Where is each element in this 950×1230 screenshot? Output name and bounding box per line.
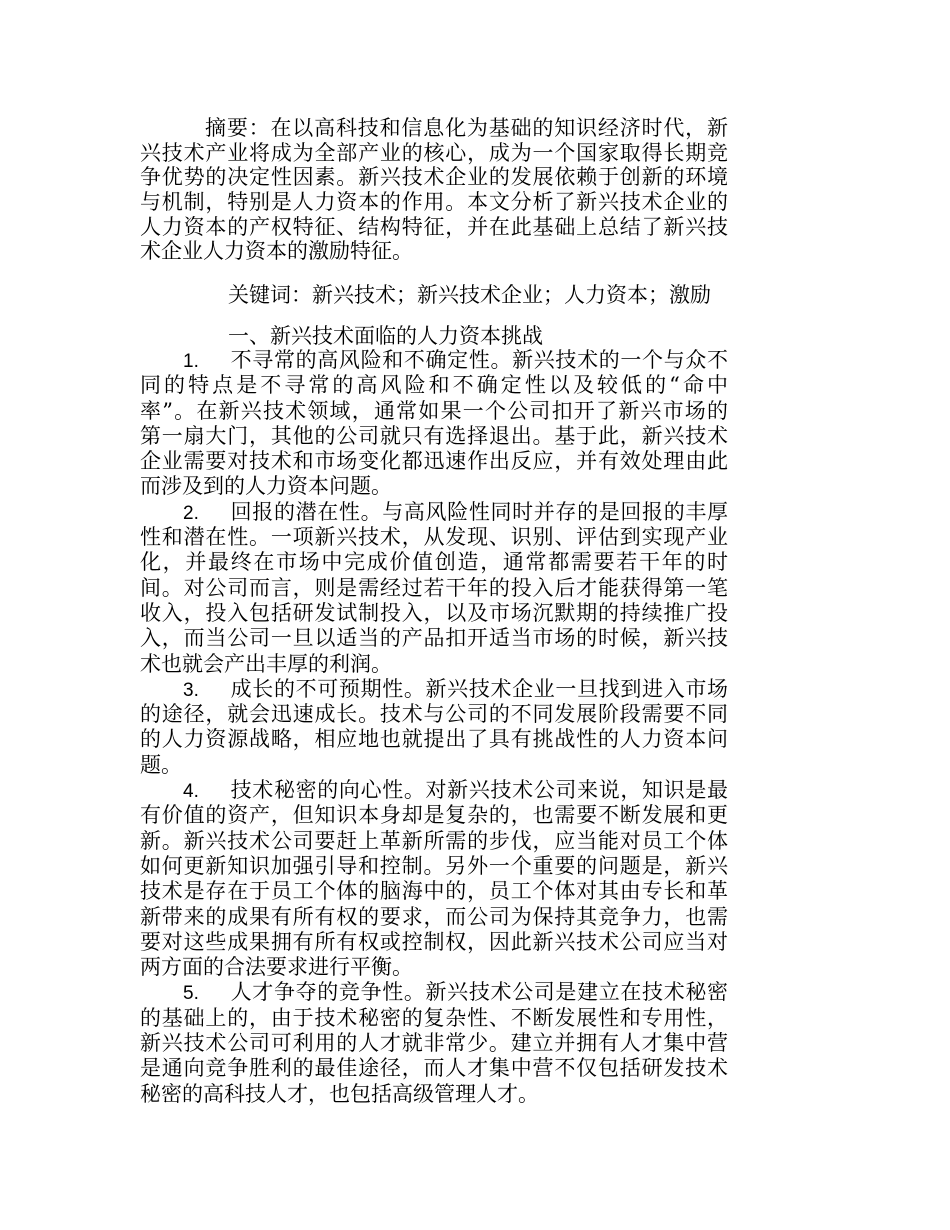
list-item-line: 技术是存在于员工个体的脑海中的，员工个体对其由专长和革 bbox=[140, 879, 728, 904]
list-item-line: 的途径，就会迅速成长。技术与公司的不同发展阶段需要不同 bbox=[140, 702, 728, 727]
list-item-line: 的人力资源战略，相应地也就提出了具有挑战性的人力资本问 bbox=[140, 727, 728, 752]
list-item bbox=[140, 980, 728, 1106]
list-item-line: 化，并最终在市场中完成价值创造，通常都需要若干年的时 bbox=[140, 550, 728, 575]
list-item-line: 如何更新知识加强引导和控制。另外一个重要的问题是，新兴 bbox=[140, 853, 728, 878]
list-item-line: 秘密的高科技人才，也包括高级管理人才。 bbox=[140, 1081, 539, 1106]
list-item-text: 成长的不可预期性。新兴技术企业一旦找到进入市场 bbox=[230, 676, 728, 701]
abstract-paragraph bbox=[140, 116, 728, 264]
keywords-paragraph bbox=[140, 283, 728, 308]
list-item-line: 新兴技术公司可利用的人才就非常少。建立并拥有人才集中营 bbox=[140, 1031, 728, 1056]
section-heading: 一、新兴技术面临的人力资本挑战 bbox=[228, 324, 543, 348]
list-item-number: 5. bbox=[183, 983, 199, 1005]
list-item-line: 要对这些成果拥有所有权或控制权，因此新兴技术公司应当对 bbox=[140, 929, 728, 954]
list-item-line: 新带来的成果有所有权的要求，而公司为保持其竞争力，也需 bbox=[140, 904, 728, 929]
list-item-line: 同的特点是不寻常的高风险和不确定性以及较低的“命中 bbox=[140, 373, 728, 398]
list-item-text: 不寻常的高风险和不确定性。新兴技术的一个与众不 bbox=[230, 348, 728, 372]
list-item-line: 率”。在新兴技术领域，通常如果一个公司扣开了新兴市场的 bbox=[140, 398, 728, 423]
list-item-number: 1. bbox=[183, 351, 199, 372]
list-item-line: 性和潜在性。一项新兴技术，从发现、识别、评估到实现产业 bbox=[140, 525, 728, 550]
abstract-line: 与机制，特别是人力资本的作用。本文分析了新兴技术企业的 bbox=[140, 190, 728, 215]
abstract-line: 术企业人力资本的激励特征。 bbox=[140, 239, 413, 264]
list-item-number: 4. bbox=[183, 781, 199, 803]
abstract-line: 争优势的决定性因素。新兴技术企业的发展依赖于创新的环境 bbox=[140, 165, 728, 190]
section-heading-block bbox=[140, 324, 728, 349]
list-item-line: 术也就会产出丰厚的利润。 bbox=[140, 651, 392, 676]
list-item bbox=[140, 677, 728, 778]
challenge-list bbox=[140, 348, 728, 1107]
keywords-line: 关键词：新兴技术；新兴技术企业；人力资本；激励 bbox=[228, 283, 711, 307]
list-item-text: 回报的潜在性。与高风险性同时并存的是回报的丰厚 bbox=[230, 499, 728, 524]
list-item-line: 有价值的资产，但知识本身却是复杂的，也需要不断发展和更 bbox=[140, 803, 728, 828]
list-item-line: 收入，投入包括研发试制投入，以及市场沉默期的持续推广投 bbox=[140, 600, 728, 625]
list-item bbox=[140, 500, 728, 677]
abstract-line: 人力资本的产权特征、结构特征，并在此基础上总结了新兴技 bbox=[140, 214, 728, 239]
list-item-line: 的基础上的，由于技术秘密的复杂性、不断发展性和专用性， bbox=[140, 1005, 728, 1030]
list-item-line: 而涉及到的人力资本问题。 bbox=[140, 474, 392, 499]
list-item-line: 两方面的合法要求进行平衡。 bbox=[140, 955, 413, 980]
list-item-line bbox=[140, 348, 728, 373]
list-item-line: 题。 bbox=[140, 752, 182, 777]
list-item bbox=[140, 348, 728, 500]
abstract-line: 兴技术产业将成为全部产业的核心，成为一个国家取得长期竞 bbox=[140, 140, 728, 165]
abstract-line: 摘要：在以高科技和信息化为基础的知识经济时代，新 bbox=[205, 116, 728, 140]
list-item-line: 是通向竞争胜利的最佳途径，而人才集中营不仅包括研发技术 bbox=[140, 1056, 728, 1081]
list-item-line bbox=[140, 500, 728, 525]
list-item-number: 3. bbox=[183, 679, 199, 701]
list-item-line: 入，而当公司一旦以适当的产品扣开适当市场的时候，新兴技 bbox=[140, 626, 728, 651]
list-item bbox=[140, 778, 728, 980]
list-item-line bbox=[140, 980, 728, 1005]
list-item-line bbox=[140, 677, 728, 702]
list-item-line: 新。新兴技术公司要赶上革新所需的步伐，应当能对员工个体 bbox=[140, 828, 728, 853]
list-item-line: 企业需要对技术和市场变化都迅速作出反应，并有效处理由此 bbox=[140, 449, 728, 474]
list-item-text: 人才争夺的竞争性。新兴技术公司是建立在技术秘密 bbox=[230, 980, 728, 1005]
list-item-line bbox=[140, 778, 728, 803]
list-item-line: 第一扇大门，其他的公司就只有选择退出。基于此，新兴技术 bbox=[140, 423, 728, 448]
list-item-text: 技术秘密的向心性。对新兴技术公司来说，知识是最 bbox=[230, 778, 728, 803]
list-item-line: 间。对公司而言，则是需经过若干年的投入后才能获得第一笔 bbox=[140, 575, 728, 600]
list-item-number: 2. bbox=[183, 502, 199, 524]
